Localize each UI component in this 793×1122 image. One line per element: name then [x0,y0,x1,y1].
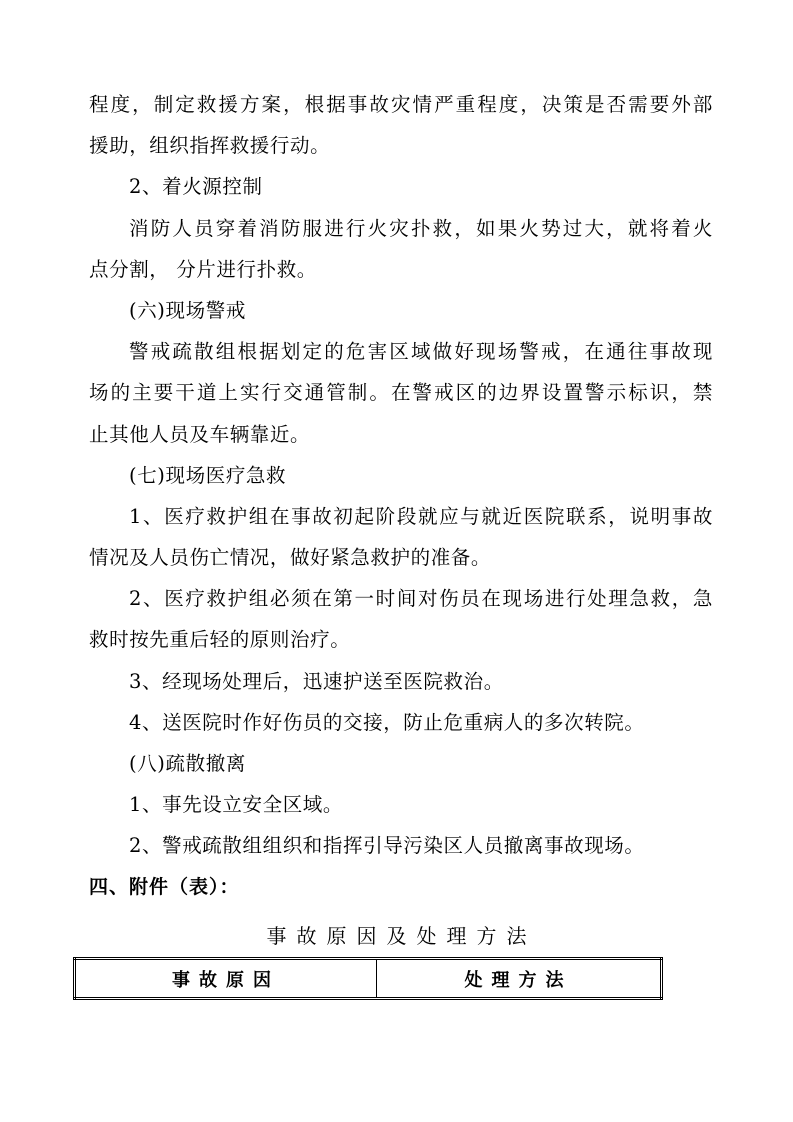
document-body [89,84,713,908]
table-header-row [75,959,662,999]
table-title: 事故原因及处理方法 [266,924,537,948]
list-item: 2、警戒疏散组组织和指挥引导污染区人员撤离事故现场。 [129,834,645,858]
paragraph-line: 救时按先重后轻的原则治疗。 [89,628,351,652]
paragraph-line: 场的主要干道上实行交通管制。在警戒区的边界设置警示标识，禁 [89,381,713,405]
paragraph-line: 2、医疗救护组必须在第一时间对伤员在现场进行处理急救，急 [129,587,713,611]
paragraph-line: 消防人员穿着消防服进行火灾扑救，如果火势过大，就将着火 [129,216,713,240]
section-heading-medical-aid: (七)现场医疗急救 [129,463,287,487]
section-heading-annex: 四、附件（表）： [89,875,240,898]
list-item: 4、送医院时作好伤员的交接，防止危重病人的多次转院。 [129,710,645,734]
paragraph-line: 程度，制定救援方案，根据事故灾情严重程度，决策是否需要外部 [89,93,713,116]
subheading-fire-source-control: 2、着火源控制 [129,175,263,199]
accident-cause-table [73,957,663,1000]
paragraph-line: 警戒疏散组根据划定的危害区域做好现场警戒，在通往事故现 [129,340,713,364]
section-heading-site-cordon: (六)现场警戒 [129,298,246,322]
paragraph-line: 点分割， 分片进行扑救。 [89,257,317,281]
header-handling-method: 处理方法 [464,969,573,991]
list-item: 3、经现场处理后，迅速护送至医院救治。 [129,669,504,693]
paragraph-line: 援助，组织指挥救援行动。 [89,134,331,158]
list-item: 1、事先设立安全区域。 [129,793,344,817]
paragraph-line: 止其他人员及车辆靠近。 [89,422,311,446]
header-accident-cause: 事故原因 [75,959,377,999]
paragraph-line: 情况及人员伤亡情况，做好紧急救护的准备。 [89,546,492,570]
section-heading-evacuation: (八)疏散撤离 [129,752,246,775]
paragraph-line: 1、医疗救护组在事故初起阶段就应与就近医院联系，说明事故 [129,504,713,528]
